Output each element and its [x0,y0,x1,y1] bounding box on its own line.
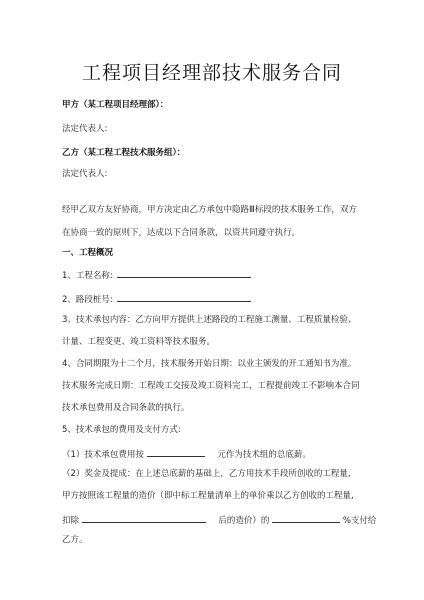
project-name-blank [117,268,251,278]
party-b-representative-label: 法定代表人: [62,169,108,179]
bonus-percent-suffix: %支付给 [342,516,377,526]
section-stake-blank [117,292,251,302]
item-4-line-2: 技术服务完成日期：工程竣工交接及竣工资料完工，工程提前竣工不影响本合同 [62,381,360,391]
bonus-line-3 [62,513,376,527]
fee-amount-blank [147,447,205,457]
bonus-percent-blank [272,513,340,523]
item-3-line-1: 3、技术承包内容：乙方向甲方提供上述路段的工程施工测量、工程质量检验、 [62,315,357,325]
intro-paragraph-line-1: 经甲乙双方友好协商，甲方决定由乙方承包中隐路Ⅲ标段的技术服务工作，双方 [62,205,357,215]
section-stake-row [62,292,251,306]
project-name-row [62,268,251,282]
item-5-heading: 5、技术承包的费用及支付方式: [62,425,181,435]
intro-paragraph-line-2: 在协商一致的原则下，达成以下合同条款，以资共同遵守执行。 [62,228,301,238]
party-a-representative-label: 法定代表人: [62,124,108,134]
bonus-deduct-prefix: 扣除 [62,516,80,526]
document-title: 工程项目经理部技术服务合同 [81,62,342,84]
bonus-deduct-blank [82,513,206,523]
bonus-line-1: （2）奖金及提成：在上述总底薪的基础上，乙方用技术手段所创收的工程量, [62,469,351,479]
bonus-line-4: 乙方。 [62,535,88,545]
bonus-deduct-mid: 后的造价）的 [218,516,270,526]
party-b-heading: 乙方（某工程工程技术服务组）： [62,148,186,158]
item-4-line-3: 技术承包费用及合同条款的执行。 [62,403,190,413]
item-4-line-1: 4、合同期限为十二个月，技术服务开始日期：以业主颁发的开工通知书为准。 [62,359,357,369]
section-1-heading: 一、工程概况 [62,248,114,258]
party-a-heading: 甲方（某工程项目经理部）： [62,100,169,110]
section-stake-label: 2、路段桩号: [62,295,113,305]
project-name-label: 1、工程名称: [62,271,113,281]
fee-row [62,447,311,461]
item-3-line-2: 计量、工程变更、竣工资料等技术服务。 [62,337,216,347]
fee-suffix: 元作为技术组的总底薪。 [217,450,311,460]
fee-prefix: （1）技术承包费用按 [62,450,144,460]
bonus-line-2: 甲方按照该工程量的造价（即中标工程量清单上的单价乘以乙方创收的工程量, [62,491,354,501]
